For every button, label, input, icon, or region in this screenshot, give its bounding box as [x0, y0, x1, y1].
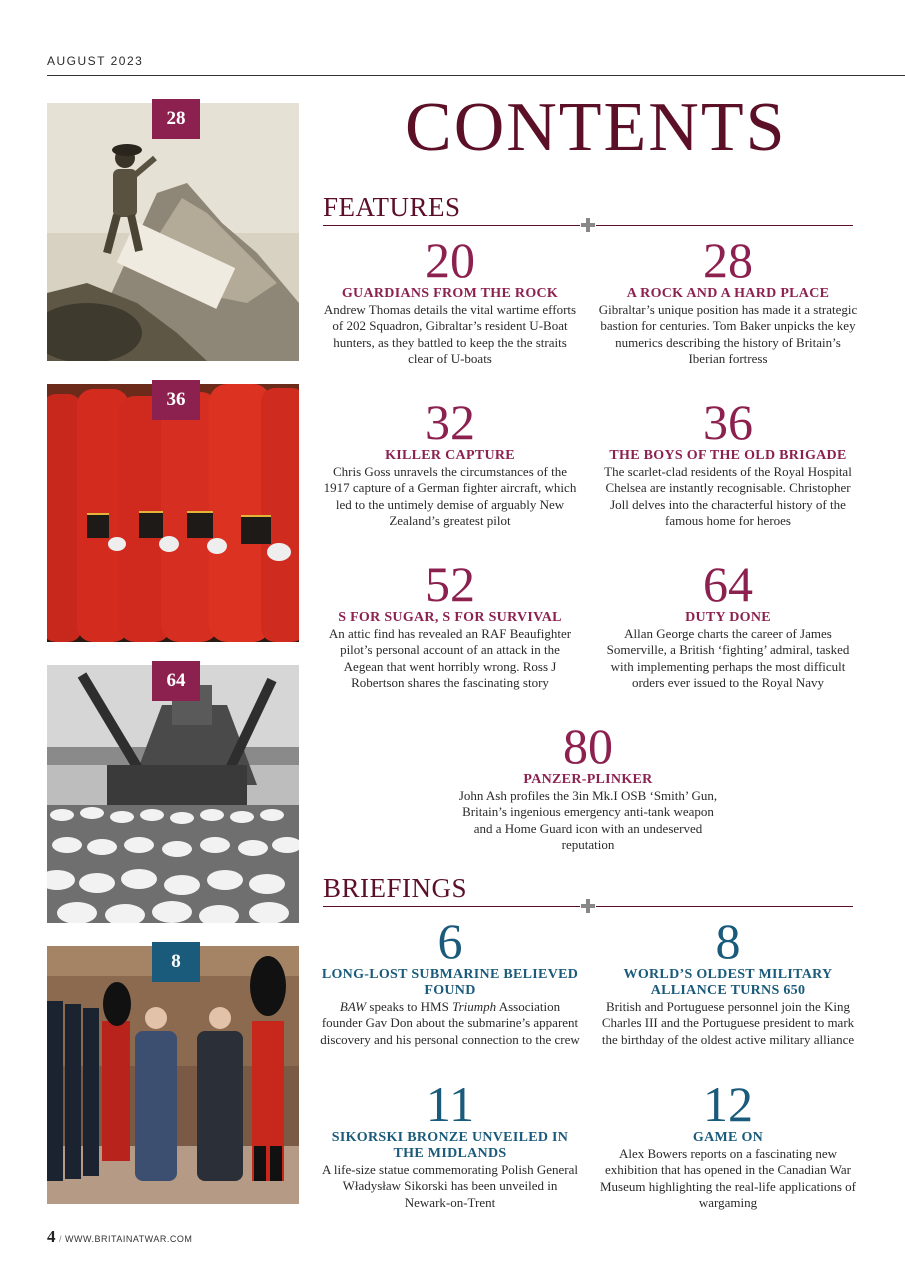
- feature-description: Allan George charts the career of James Somerville, a British ‘fighting’ admiral, tasked with implementing perhaps the most difficult orders ever issued to the Royal Navy: [606, 626, 850, 691]
- page-number: 4: [47, 1227, 56, 1246]
- feature-description: John Ash profiles the 3in Mk.I OSB ‘Smith’ Gun, Britain’s ingenious emergency anti-tank weapon and a Home Guard icon with an undeserved reputation: [458, 788, 718, 853]
- briefing-page-number: 12: [703, 1076, 753, 1132]
- feature-item: [598, 556, 858, 692]
- features-heading: FEATURES: [323, 192, 461, 222]
- briefing-item: [598, 913, 858, 1048]
- briefing-page-number: 6: [437, 913, 463, 969]
- feature-headline: THE BOYS OF THE OLD BRIGADE: [609, 448, 847, 463]
- briefing-headline: WORLD’S OLDEST MILITARY ALLIANCE TURNS 650: [623, 967, 833, 998]
- feature-description: The scarlet-clad residents of the Royal Hospital Chelsea are instantly recognisable. Christopher Joll delves into the characterful history of the famous home for heroes: [604, 464, 852, 529]
- issue-date: AUGUST 2023: [47, 54, 144, 68]
- submarine-name: Triumph: [452, 999, 497, 1014]
- feature-headline: DUTY DONE: [685, 610, 771, 625]
- briefing-description: BAW speaks to HMS Triumph Association founder Gav Don about the submarine’s apparent discovery and his personal connection to the crew: [320, 999, 580, 1047]
- feature-description: Chris Goss unravels the circumstances of the 1917 capture of a German fighter aircraft, which led to the untimely demise of arguably New Zealand’s greatest pilot: [323, 464, 577, 529]
- feature-description: An attic find has revealed an RAF Beaufighter pilot’s personal account of an attack in the Aegean that went horribly wrong. Ross J Robertson shares the fascinating story: [328, 626, 572, 691]
- feature-page-number: 32: [425, 394, 475, 450]
- briefing-description: A life-size statue commemorating Polish General Władysław Sikorski has been unveiled in Newark-on-Trent: [322, 1162, 578, 1210]
- feature-page-number: 64: [703, 556, 753, 612]
- briefings-heading: BRIEFINGS: [323, 873, 468, 903]
- feature-page-number: 36: [703, 394, 753, 450]
- maltese-cross-icon: [580, 217, 596, 233]
- website-link[interactable]: WWW.BRITAINATWAR.COM: [65, 1234, 193, 1244]
- publication-name: BAW: [339, 999, 367, 1014]
- briefing-headline: SIKORSKI BRONZE UNVEILED IN THE MIDLANDS: [331, 1130, 569, 1161]
- page-title: CONTENTS: [405, 89, 787, 166]
- briefing-page-number: 8: [715, 913, 741, 969]
- briefing-description: Alex Bowers reports on a fascinating new exhibition that has opened in the Canadian War Museum highlighting the real-life applications of wargaming: [600, 1146, 856, 1211]
- feature-item: [320, 394, 580, 530]
- feature-headline: S FOR SUGAR, S FOR SURVIVAL: [338, 610, 562, 625]
- briefing-headline: LONG-LOST SUBMARINE BELIEVED FOUND: [321, 967, 579, 998]
- briefing-item: [320, 913, 580, 1048]
- photo-warship-sailors: [47, 665, 299, 923]
- feature-page-number: 80: [563, 718, 613, 774]
- photo-gibraltar-soldier: [47, 103, 299, 361]
- feature-page-number: 20: [425, 232, 475, 288]
- feature-page-number: 52: [425, 556, 475, 612]
- feature-headline: PANZER-PLINKER: [523, 772, 653, 787]
- page-badge-36: 36: [152, 380, 200, 420]
- briefing-item: [598, 1076, 858, 1212]
- feature-item: [598, 394, 858, 530]
- photo-military-alliance: [47, 946, 299, 1204]
- footer-separator: /: [59, 1234, 63, 1244]
- feature-headline: A ROCK AND A HARD PLACE: [626, 286, 830, 301]
- feature-item: [320, 232, 580, 368]
- maltese-cross-icon: [580, 898, 596, 914]
- feature-item: [458, 718, 718, 854]
- photo-chelsea-pensioners: [47, 384, 299, 642]
- page-footer: [47, 1227, 192, 1247]
- feature-page-number: 28: [703, 232, 753, 288]
- feature-headline: KILLER CAPTURE: [385, 448, 515, 463]
- feature-description: Andrew Thomas details the vital wartime efforts of 202 Squadron, Gibraltar’s resident U-Boat hunters, as they battled to keep the the straits clear of U-boats: [323, 302, 577, 367]
- feature-item: [598, 232, 858, 368]
- feature-item: [320, 556, 580, 692]
- briefing-headline: GAME ON: [692, 1130, 764, 1145]
- page-badge-64: 64: [152, 661, 200, 701]
- page-badge-8: 8: [152, 942, 200, 982]
- briefing-item: [320, 1076, 580, 1211]
- page-badge-28: 28: [152, 99, 200, 139]
- feature-headline: GUARDIANS FROM THE ROCK: [341, 286, 559, 301]
- feature-description: Gibraltar’s unique position has made it a strategic bastion for centuries. Tom Baker unpicks the key numerics describing the history of Britain’s Iberian fortress: [598, 302, 858, 367]
- briefing-page-number: 11: [425, 1076, 475, 1132]
- briefing-description: British and Portuguese personnel join the King Charles III and the Portuguese president to mark the birthday of the oldest active military alliance: [601, 999, 855, 1047]
- top-rule: [47, 75, 905, 76]
